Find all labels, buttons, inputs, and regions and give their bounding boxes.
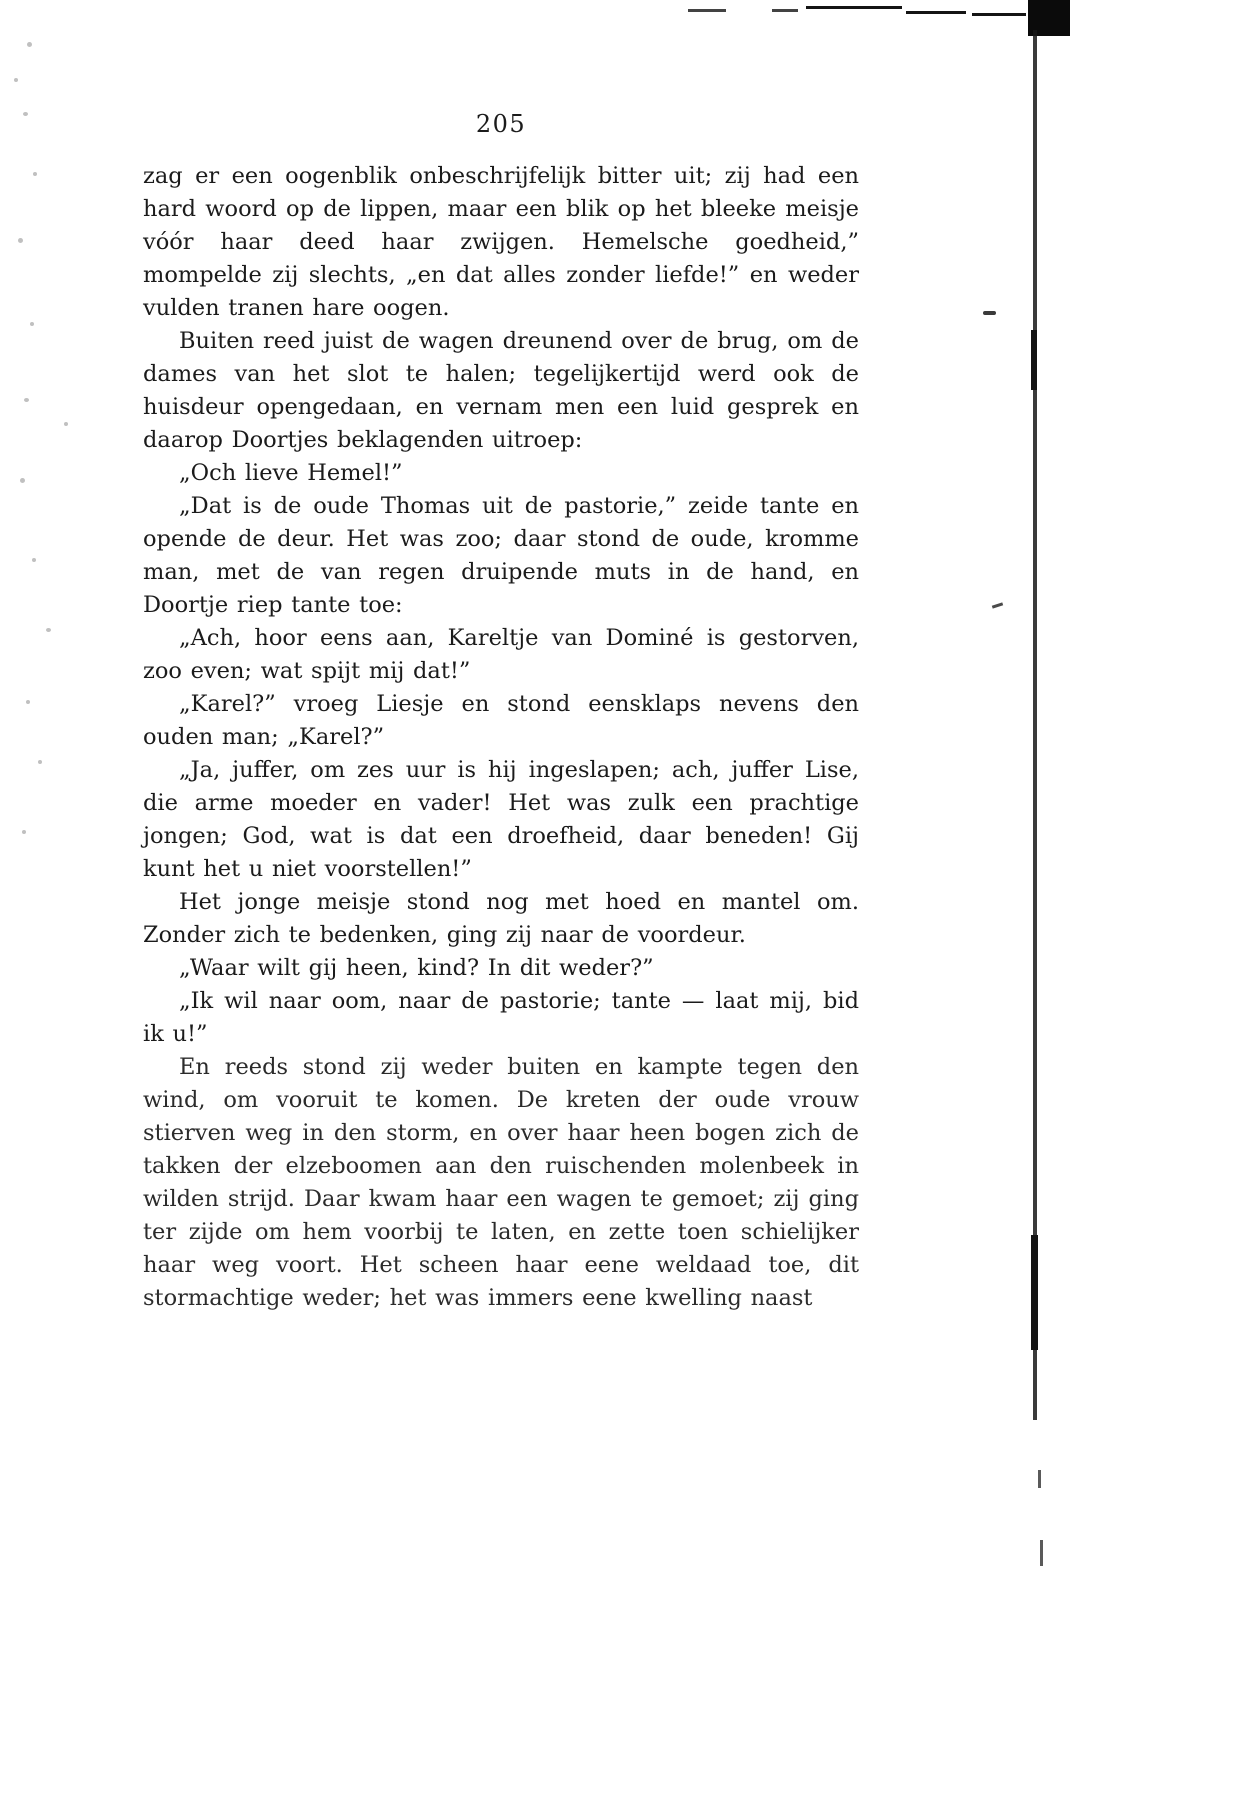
scan-speckle <box>26 700 30 704</box>
scan-speckle <box>23 112 28 116</box>
scan-artifact-mark <box>992 602 1003 608</box>
scan-speckle <box>46 628 51 632</box>
paragraph: „Och lieve Hemel!” <box>179 460 403 486</box>
scan-speckle <box>32 558 36 562</box>
scan-speckle <box>33 172 37 176</box>
scan-speckle <box>30 322 34 326</box>
scan-artifact-right-bar-thick <box>1031 330 1037 390</box>
scan-artifact-dash <box>906 11 966 14</box>
paragraph: „Ik wil naar oom, naar de pastorie; tante — laat mij, bid ik u!” <box>143 988 859 1047</box>
paragraph: zag er een oogenblik onbeschrijfelijk bitter uit; zij had een hard woord op de lippen, maar een blik op het bleeke meisje vóór haar deed haar zwijgen. Hemelsche goedheid,” mompelde zij slechts, „en dat alles zonder liefde!” en weder vulden tranen hare oogen. <box>143 163 859 321</box>
scan-artifact-dash <box>772 9 798 12</box>
paragraph: „Ja, juffer, om zes uur is hij ingeslapen; ach, juffer Lise, die arme moeder en vader! Het was zulk een prachtige jongen; God, wat is dat een droefheid, daar beneden! Gij kunt het u niet voorstellen!” <box>143 757 859 882</box>
scan-artifact-dash <box>972 13 1026 16</box>
scan-artifact-tick <box>1038 1470 1041 1488</box>
paragraph: Buiten reed juist de wagen dreunend over de brug, om de dames van het slot te halen; tegelijkertijd werd ook de huisdeur opengedaan, en vernam men een luid gesprek en daarop Doortjes beklagenden uitroep: <box>143 328 859 453</box>
page-number: 205 <box>475 110 527 138</box>
scan-speckle <box>20 478 25 483</box>
scan-artifact-right-bar <box>1033 30 1037 1420</box>
paragraph: „Karel?” vroeg Liesje en stond eensklaps nevens den ouden man; „Karel?” <box>143 691 859 750</box>
scan-speckle <box>14 78 18 82</box>
scan-artifact-right-bar-thick <box>1031 1235 1038 1350</box>
paragraph: „Ach, hoor eens aan, Kareltje van Dominé is gestorven, zoo even; wat spijt mij dat!” <box>143 625 859 684</box>
scan-speckle <box>27 42 32 47</box>
scan-speckle <box>64 422 68 426</box>
scan-artifact-tick <box>1040 1540 1043 1566</box>
paragraph: „Waar wilt gij heen, kind? In dit weder?” <box>179 955 654 981</box>
paragraph: En reeds stond zij weder buiten en kampte tegen den wind, om vooruit te komen. De kreten der oude vrouw stierven weg in den storm, en over haar heen bogen zich de takken der elzeboomen aan den ruischenden molenbeek in wilden strijd. Daar kwam haar een wagen te gemoet; zij ging ter zijde om hem voorbij te laten, en zette toen schielijker haar weg voort. Het scheen haar eene weldaad toe, dit stormachtige weder; het was immers eene kwelling naast <box>143 1054 859 1311</box>
paragraph: „Dat is de oude Thomas uit de pastorie,” zeide tante en opende de deur. Het was zoo; daar stond de oude, kromme man, met de van regen druipende muts in de hand, en Doortje riep tante toe: <box>143 493 859 618</box>
scan-speckle <box>24 398 29 402</box>
scan-speckle <box>18 238 23 243</box>
paragraph: Het jonge meisje stond nog met hoed en mantel om. Zonder zich te bedenken, ging zij naar de voordeur. <box>143 889 859 948</box>
scan-speckle <box>22 830 26 834</box>
scan-artifact-dash <box>806 6 902 9</box>
text-block <box>143 160 859 1315</box>
scan-artifact-dash <box>688 9 726 12</box>
scan-artifact-mark <box>983 311 996 315</box>
scan-speckle <box>38 760 42 764</box>
